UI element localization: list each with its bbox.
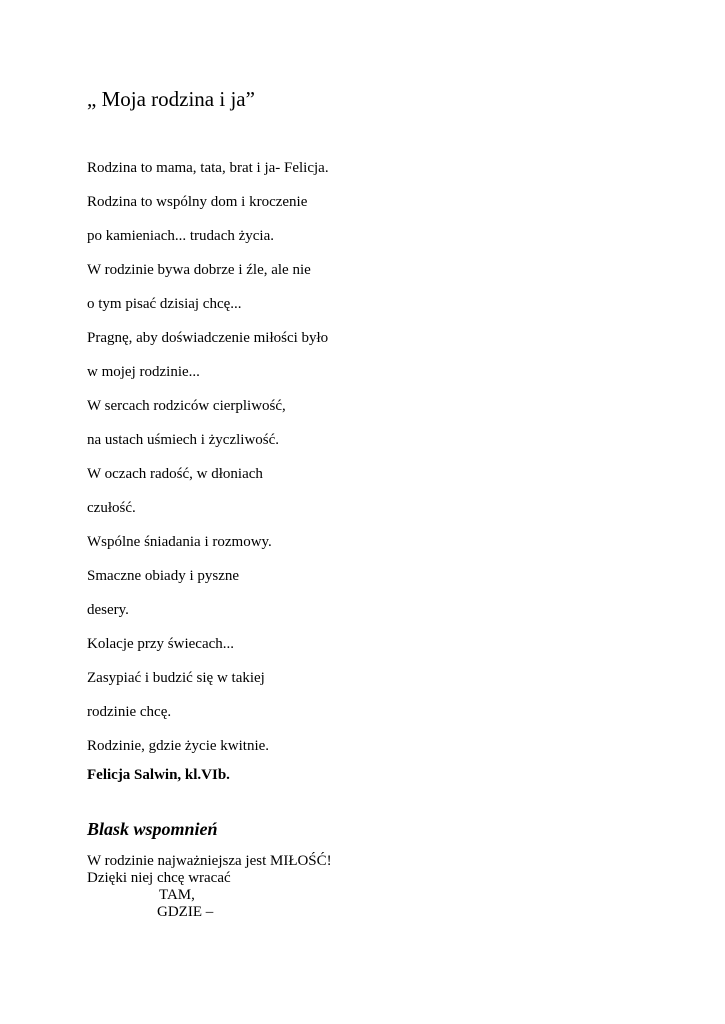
author-signature: Felicja Salwin, kl.VIb. [87,767,230,783]
poem-line: na ustach uśmiech i życzliwość. [87,432,280,448]
poem-line: o tym pisać dzisiaj chcę... [87,296,242,312]
poem-line: W oczach radość, w dłoniach [87,466,263,482]
poem-line: W sercach rodziców cierpliwość, [87,398,286,414]
poem-line: Zasypiać i budzić się w takiej [87,670,265,686]
poem-line: po kamieniach... trudach życia. [87,228,275,244]
poem-line: GDZIE – [157,904,214,920]
poem-line: Rodzina to wspólny dom i kroczenie [87,194,308,210]
poem-line: w mojej rodzinie... [87,364,200,380]
poem-line: W rodzinie bywa dobrze i źle, ale nie [87,262,311,278]
poem-line: rodzinie chcę. [87,704,172,720]
poem-line: Rodzinie, gdzie życie kwitnie. [87,738,270,754]
poem-line: TAM, [159,887,195,903]
poem-line: Pragnę, aby doświadczenie miłości było [87,330,329,346]
second-poem-body [87,853,332,921]
poem-line: desery. [87,602,129,618]
poem-line: czułość. [87,500,136,516]
poem-line: Kolacje przy świecach... [87,636,235,652]
poem-line: W rodzinie najważniejsza jest MIŁOŚĆ! [87,853,332,869]
poem-title: „ Moja rodzina i ja” [87,87,255,111]
poem-line: Rodzina to mama, tata, brat i ja- Felicja. [87,160,329,176]
second-poem-title: Blask wspomnień [87,819,218,839]
poem-line: Wspólne śniadania i rozmowy. [87,534,272,550]
poem-body [87,156,329,768]
poem-line: Smaczne obiady i pyszne [87,568,240,584]
poem-line: Dzięki niej chcę wracać [87,870,231,886]
